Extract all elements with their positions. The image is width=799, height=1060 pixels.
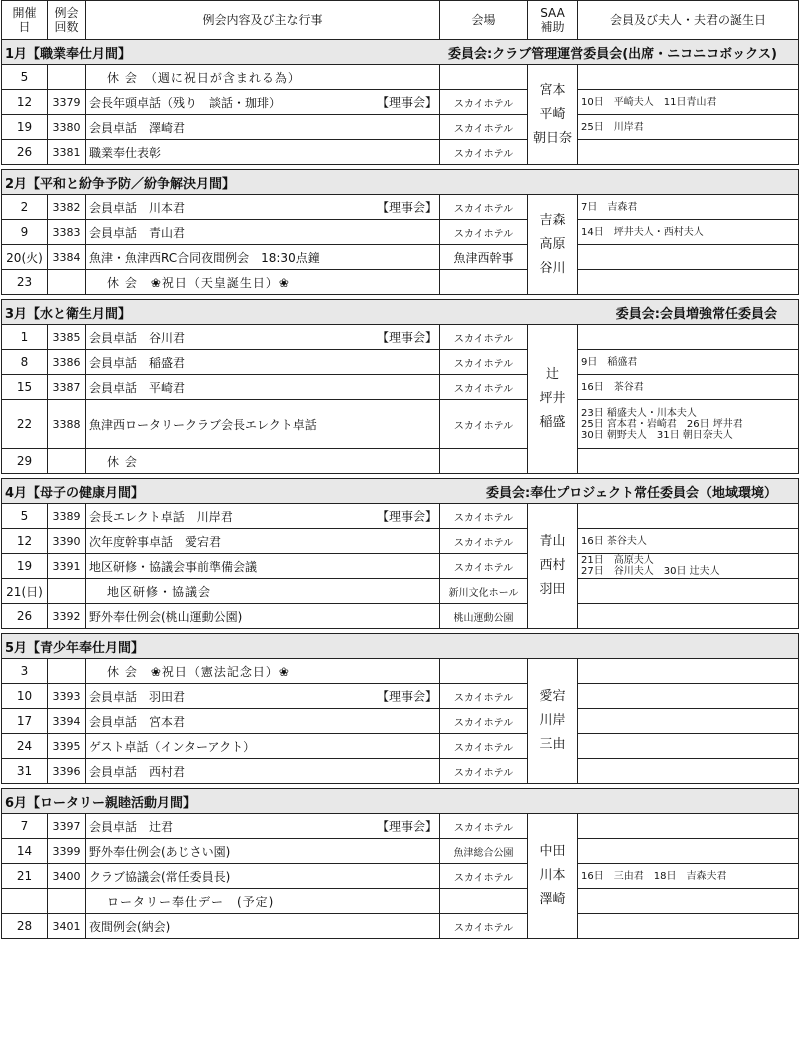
birthday-cell: 7日 吉森君 [578, 195, 799, 220]
meeting-venue: スカイホテル [440, 90, 528, 115]
saa-assistants: 青山 西村 羽田 [528, 504, 578, 629]
meeting-day: 7 [2, 814, 48, 839]
birthday-cell [578, 604, 799, 629]
meeting-content-text: 会員卓話 羽田君 [89, 689, 186, 704]
meeting-number: 3380 [48, 115, 86, 140]
meeting-content [86, 325, 440, 350]
meeting-day: 20(火) [2, 245, 48, 270]
birthday-cell [578, 65, 799, 90]
meeting-day: 26 [2, 140, 48, 165]
month-header-line [5, 792, 795, 811]
meeting-content [86, 400, 440, 449]
schedule-table [1, 0, 799, 939]
schedule-row [2, 889, 799, 914]
header-number: 例会 回数 [48, 1, 86, 40]
meeting-number [48, 65, 86, 90]
meeting-day: 12 [2, 529, 48, 554]
schedule-row [2, 604, 799, 629]
meeting-venue: スカイホテル [440, 864, 528, 889]
meeting-content-text: 会長エレクト卓話 川岸君 [89, 509, 233, 524]
meeting-number: 3387 [48, 375, 86, 400]
meeting-content [86, 195, 440, 220]
meeting-number: 3386 [48, 350, 86, 375]
schedule-row [2, 864, 799, 889]
meeting-content [86, 245, 440, 270]
schedule-row [2, 115, 799, 140]
meeting-content [86, 529, 440, 554]
meeting-day: 14 [2, 839, 48, 864]
meeting-content-text: クラブ協議会(常任委員長) [89, 869, 231, 884]
meeting-content-text: 会員卓話 川本君 [89, 200, 186, 215]
meeting-content-text: 会長年頭卓話（残り 談話・珈琲） [89, 95, 282, 110]
meeting-venue: スカイホテル [440, 375, 528, 400]
meeting-venue: 桃山運動公園 [440, 604, 528, 629]
meeting-day: 28 [2, 914, 48, 939]
meeting-number: 3388 [48, 400, 86, 449]
month-committee: 委員会:会員増強常任委員会 [615, 306, 777, 322]
saa-assistants: 吉森 高原 谷川 [528, 195, 578, 295]
meeting-day: 23 [2, 270, 48, 295]
schedule-row [2, 759, 799, 784]
meeting-content-text: 休 会 （週に祝日が含まれる為） [107, 70, 301, 85]
meeting-day: 2 [2, 195, 48, 220]
month-header [2, 634, 799, 659]
meeting-content-text: 夜間例会(納会) [89, 919, 171, 934]
meeting-venue: スカイホテル [440, 115, 528, 140]
header-content: 例会内容及び主な行事 [86, 1, 440, 40]
meeting-content [86, 734, 440, 759]
meeting-day: 8 [2, 350, 48, 375]
board-meeting-tag: 【理事会】 [376, 689, 437, 704]
meeting-content-text: 会員卓話 澤崎君 [89, 120, 186, 135]
meeting-content [86, 579, 440, 604]
board-meeting-tag: 【理事会】 [376, 819, 437, 834]
meeting-number: 3395 [48, 734, 86, 759]
meeting-content-text: 魚津・魚津西RC合同夜間例会 18:30点鐘 [89, 250, 320, 265]
meeting-day: 17 [2, 709, 48, 734]
meeting-content [86, 554, 440, 579]
birthday-cell: 21日 高原夫人 27日 谷川夫人 30日 辻夫人 [578, 554, 799, 579]
meeting-day: 31 [2, 759, 48, 784]
birthday-cell [578, 140, 799, 165]
meeting-content [86, 220, 440, 245]
month-header-line [5, 173, 795, 192]
board-meeting-tag: 【理事会】 [376, 330, 437, 345]
month-committee [777, 792, 795, 811]
meeting-content-text: 休 会 [107, 454, 138, 469]
saa-assistants: 宮本 平崎 朝日奈 [528, 65, 578, 165]
meeting-venue: スカイホテル [440, 914, 528, 939]
meeting-number: 3383 [48, 220, 86, 245]
meeting-content-text: 魚津西ロータリークラブ会長エレクト卓話 [89, 417, 317, 432]
birthday-cell [578, 325, 799, 350]
month-header-cell [2, 634, 799, 659]
schedule-row [2, 375, 799, 400]
meeting-content [86, 684, 440, 709]
meeting-day: 21 [2, 864, 48, 889]
month-header-line [5, 482, 795, 501]
meeting-venue [440, 270, 528, 295]
meeting-number: 3384 [48, 245, 86, 270]
meeting-day: 22 [2, 400, 48, 449]
meeting-venue: スカイホテル [440, 554, 528, 579]
meeting-number: 3379 [48, 90, 86, 115]
month-header [2, 40, 799, 65]
meeting-venue: スカイホテル [440, 759, 528, 784]
schedule-row [2, 504, 799, 529]
schedule-row [2, 400, 799, 449]
birthday-cell: 25日 川岸君 [578, 115, 799, 140]
schedule-row [2, 579, 799, 604]
meeting-content [86, 889, 440, 914]
meeting-content-text: 地区研修・協議会 [107, 584, 212, 599]
meeting-content-text: 会員卓話 青山君 [89, 225, 186, 240]
schedule-row [2, 449, 799, 474]
schedule-row [2, 814, 799, 839]
meeting-content [86, 504, 440, 529]
month-title: 3月【水と衛生月間】 [5, 306, 132, 322]
month-header-cell [2, 479, 799, 504]
month-committee [777, 173, 795, 192]
birthday-cell [578, 579, 799, 604]
schedule-row [2, 914, 799, 939]
saa-assistants: 辻 坪井 稲盛 [528, 325, 578, 474]
month-title: 6月【ロータリー親睦活動月間】 [5, 795, 197, 811]
header-day: 開催 日 [2, 1, 48, 40]
month-header-cell [2, 300, 799, 325]
schedule-row [2, 529, 799, 554]
meeting-content-text: 会員卓話 辻君 [89, 819, 174, 834]
header-venue: 会場 [440, 1, 528, 40]
birthday-cell [578, 659, 799, 684]
birthday-cell [578, 270, 799, 295]
meeting-venue: スカイホテル [440, 504, 528, 529]
meeting-number: 3390 [48, 529, 86, 554]
meeting-day: 3 [2, 659, 48, 684]
meeting-venue: 魚津西幹事 [440, 245, 528, 270]
meeting-content [86, 350, 440, 375]
board-meeting-tag: 【理事会】 [376, 95, 437, 110]
meeting-content-text: 休 会 ❀祝日（天皇誕生日）❀ [107, 275, 290, 290]
schedule-row [2, 734, 799, 759]
meeting-content-text: 会員卓話 西村君 [89, 764, 186, 779]
meeting-day: 19 [2, 554, 48, 579]
month-committee [777, 637, 795, 656]
meeting-day: 21(日) [2, 579, 48, 604]
meeting-content [86, 914, 440, 939]
meeting-number: 3385 [48, 325, 86, 350]
birthday-cell: 16日 茶谷夫人 [578, 529, 799, 554]
meeting-number [48, 579, 86, 604]
saa-assistants: 中田 川本 澤崎 [528, 814, 578, 939]
meeting-number: 3393 [48, 684, 86, 709]
meeting-content [86, 759, 440, 784]
board-meeting-tag: 【理事会】 [376, 509, 437, 524]
meeting-venue: スカイホテル [440, 350, 528, 375]
meeting-day: 1 [2, 325, 48, 350]
birthday-cell [578, 504, 799, 529]
meeting-day: 26 [2, 604, 48, 629]
birthday-cell [578, 759, 799, 784]
schedule-row [2, 839, 799, 864]
header-birthdays: 会員及び夫人・夫君の誕生日 [578, 1, 799, 40]
meeting-content-text: 会員卓話 稲盛君 [89, 355, 186, 370]
month-header-line [5, 637, 795, 656]
meeting-content-text: 野外奉仕例会(あじさい園) [89, 844, 231, 859]
meeting-content-text: 次年度幹事卓話 愛宕君 [89, 534, 222, 549]
birthday-cell [578, 734, 799, 759]
meeting-number: 3401 [48, 914, 86, 939]
month-header-cell [2, 170, 799, 195]
meeting-content [86, 375, 440, 400]
meeting-day: 9 [2, 220, 48, 245]
schedule-row [2, 325, 799, 350]
month-committee: 委員会:クラブ管理運営委員会(出席・ニコニコボックス) [448, 46, 777, 62]
schedule-row [2, 65, 799, 90]
meeting-content [86, 814, 440, 839]
schedule-row [2, 245, 799, 270]
month-title: 1月【職業奉仕月間】 [5, 46, 132, 62]
meeting-number: 3389 [48, 504, 86, 529]
month-header [2, 300, 799, 325]
meeting-venue: スカイホテル [440, 195, 528, 220]
meeting-content-text: 職業奉仕表彰 [89, 145, 162, 160]
meeting-number: 3399 [48, 839, 86, 864]
meeting-venue: 魚津総合公園 [440, 839, 528, 864]
schedule-row [2, 195, 799, 220]
birthday-cell [578, 684, 799, 709]
meeting-venue [440, 449, 528, 474]
meeting-number [48, 889, 86, 914]
month-header-line [5, 43, 795, 62]
meeting-venue: スカイホテル [440, 814, 528, 839]
meeting-day: 10 [2, 684, 48, 709]
meeting-content [86, 659, 440, 684]
meeting-content-text: 地区研修・協議会事前準備会議 [89, 559, 258, 574]
meeting-day: 5 [2, 504, 48, 529]
meeting-number: 3397 [48, 814, 86, 839]
meeting-number: 3392 [48, 604, 86, 629]
meeting-number: 3381 [48, 140, 86, 165]
meeting-number: 3391 [48, 554, 86, 579]
birthday-cell [578, 814, 799, 839]
month-committee: 委員会:奉仕プロジェクト常任委員会（地域環境） [486, 485, 777, 501]
meeting-content [86, 90, 440, 115]
meeting-day: 29 [2, 449, 48, 474]
meeting-content [86, 839, 440, 864]
birthday-cell [578, 245, 799, 270]
month-header [2, 789, 799, 814]
schedule-row [2, 140, 799, 165]
month-title: 4月【母子の健康月間】 [5, 485, 145, 501]
birthday-cell: 16日 三由君 18日 吉森夫君 [578, 864, 799, 889]
meeting-venue [440, 889, 528, 914]
month-header [2, 170, 799, 195]
meeting-venue: スカイホテル [440, 529, 528, 554]
birthday-cell: 14日 坪井夫人・西村夫人 [578, 220, 799, 245]
birthday-cell [578, 889, 799, 914]
schedule-row [2, 350, 799, 375]
meeting-number [48, 449, 86, 474]
birthday-cell: 16日 茶谷君 [578, 375, 799, 400]
month-header-line [5, 303, 795, 322]
meeting-content [86, 709, 440, 734]
birthday-cell: 9日 稲盛君 [578, 350, 799, 375]
month-title: 2月【平和と紛争予防／紛争解決月間】 [5, 176, 236, 192]
meeting-venue: スカイホテル [440, 220, 528, 245]
meeting-content [86, 115, 440, 140]
schedule-row [2, 220, 799, 245]
meeting-day: 5 [2, 65, 48, 90]
meeting-content-text: ゲスト卓話（インターアクト） [89, 739, 256, 754]
birthday-cell: 23日 稲盛夫人・川本夫人 25日 宮本君・岩崎君 26日 坪井君 30日 朝野夫人 31日 朝日奈夫人 [578, 400, 799, 449]
birthday-cell: 10日 平崎夫人 11日青山君 [578, 90, 799, 115]
meeting-number [48, 270, 86, 295]
meeting-content-text: 会員卓話 谷川君 [89, 330, 186, 345]
meeting-number: 3396 [48, 759, 86, 784]
meeting-venue: スカイホテル [440, 140, 528, 165]
meeting-content [86, 449, 440, 474]
schedule-row [2, 90, 799, 115]
meeting-number: 3382 [48, 195, 86, 220]
board-meeting-tag: 【理事会】 [376, 200, 437, 215]
month-header [2, 479, 799, 504]
meeting-venue: スカイホテル [440, 684, 528, 709]
meeting-content-text: 会員卓話 平崎君 [89, 380, 186, 395]
schedule-row [2, 554, 799, 579]
meeting-day: 24 [2, 734, 48, 759]
birthday-cell [578, 709, 799, 734]
month-title: 5月【青少年奉仕月間】 [5, 640, 145, 656]
meeting-day: 15 [2, 375, 48, 400]
birthday-cell [578, 839, 799, 864]
meeting-venue [440, 659, 528, 684]
meeting-number: 3394 [48, 709, 86, 734]
meeting-content-text: ロータリー奉仕デー (予定) [107, 894, 275, 909]
schedule-row [2, 709, 799, 734]
meeting-content [86, 65, 440, 90]
schedule-row [2, 270, 799, 295]
meeting-venue: スカイホテル [440, 709, 528, 734]
meeting-venue [440, 65, 528, 90]
meeting-content [86, 270, 440, 295]
saa-assistants: 愛宕 川岸 三由 [528, 659, 578, 784]
header-row [2, 1, 799, 40]
meeting-number: 3400 [48, 864, 86, 889]
schedule-row [2, 659, 799, 684]
meeting-content [86, 864, 440, 889]
month-header-cell [2, 789, 799, 814]
birthday-cell [578, 914, 799, 939]
meeting-venue: 新川文化ホール [440, 579, 528, 604]
month-header-cell [2, 40, 799, 65]
meeting-day [2, 889, 48, 914]
birthday-cell [578, 449, 799, 474]
meeting-day: 12 [2, 90, 48, 115]
meeting-venue: スカイホテル [440, 400, 528, 449]
meeting-content-text: 野外奉仕例会(桃山運動公園) [89, 609, 243, 624]
meeting-content [86, 604, 440, 629]
meeting-day: 19 [2, 115, 48, 140]
meeting-content [86, 140, 440, 165]
meeting-venue: スカイホテル [440, 734, 528, 759]
meeting-content-text: 会員卓話 宮本君 [89, 714, 186, 729]
meeting-venue: スカイホテル [440, 325, 528, 350]
header-saa: SAA 補助 [528, 1, 578, 40]
meeting-number [48, 659, 86, 684]
meeting-content-text: 休 会 ❀祝日（憲法記念日）❀ [107, 664, 290, 679]
schedule-row [2, 684, 799, 709]
